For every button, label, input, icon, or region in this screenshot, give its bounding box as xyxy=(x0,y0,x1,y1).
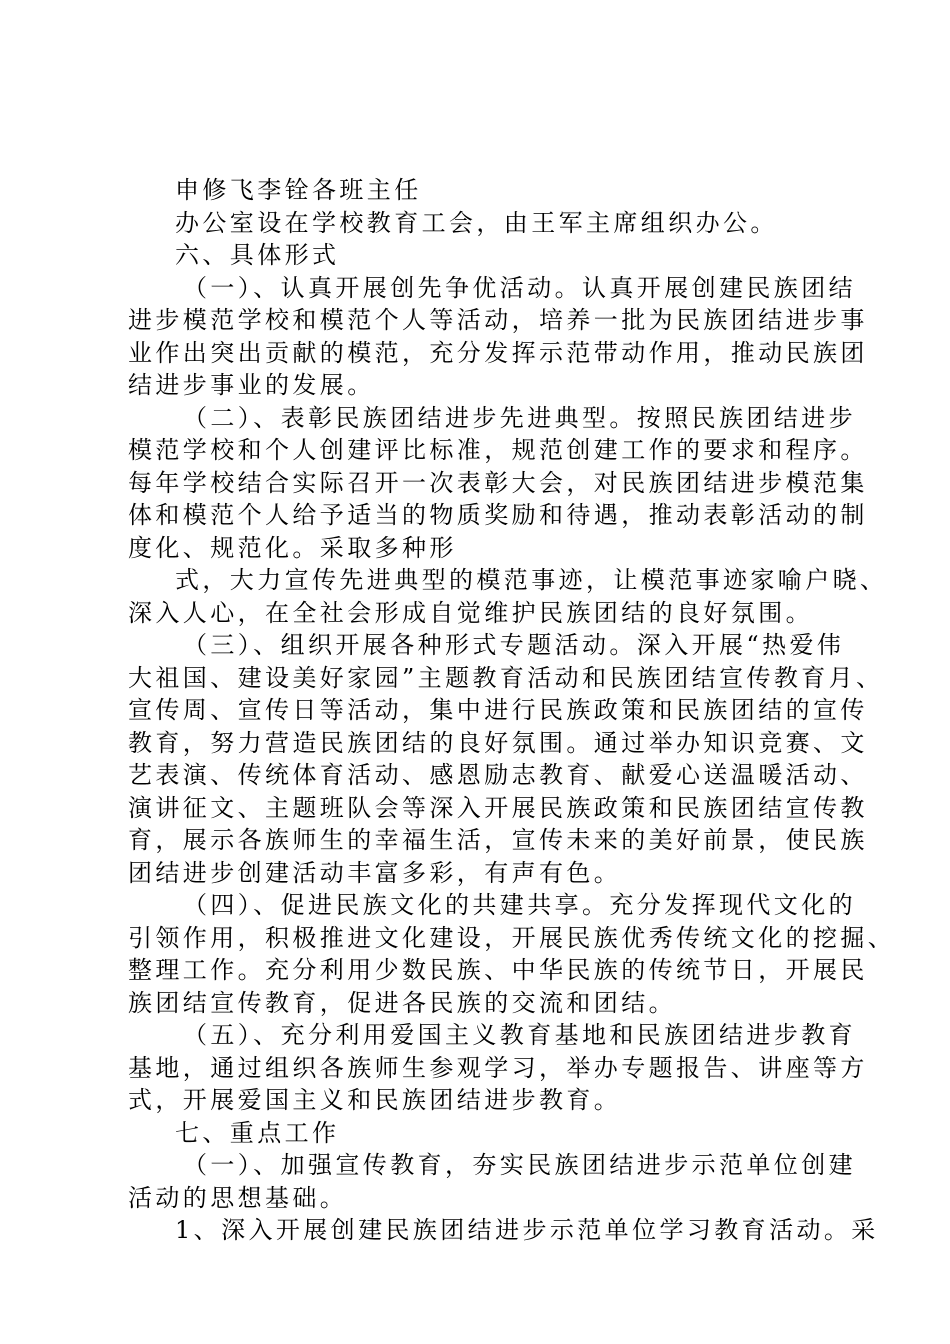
paragraph-5-line-3: 式，开展爱国主义和民族团结进步教育。 xyxy=(128,1086,622,1114)
paragraph-4-line-1: （四）、促进民族文化的共建共享。充分发挥现代文化的 xyxy=(183,891,856,919)
paragraph-2-line-2: 模范学校和个人创建评比标准，规范创建工作的要求和程序。 xyxy=(128,436,868,464)
paragraph-3-line-3: 宣传周、宣传日等活动，集中进行民族政策和民族团结的宣传 xyxy=(128,696,868,724)
paragraph-4-line-2: 引领作用，积极推进文化建设，开展民族优秀传统文化的挖掘、 xyxy=(128,924,896,952)
text-line-member-list: 申修飞李铨各班主任 xyxy=(175,176,422,204)
paragraph-1-line-4: 结进步事业的发展。 xyxy=(128,371,375,399)
section-heading-specific-forms: 六、具体形式 xyxy=(175,241,340,269)
paragraph-4-line-4: 族团结宣传教育，促进各民族的交流和团结。 xyxy=(128,989,676,1017)
paragraph-7-line-1: 1、深入开展创建民族团结进步示范单位学习教育活动。采 xyxy=(175,1216,879,1244)
paragraph-2-line-1: （二）、表彰民族团结进步先进典型。按照民族团结进步 xyxy=(183,404,856,432)
paragraph-3-line-4: 教育，努力营造民族团结的良好氛围。通过举办知识竞赛、文 xyxy=(128,729,868,757)
paragraph-3-line-8: 团结进步创建活动丰富多彩，有声有色。 xyxy=(128,859,622,887)
paragraph-3-line-2: 大祖国、建设美好家园”主题教育活动和民族团结宣传教育月、 xyxy=(128,664,884,692)
paragraph-1-line-2: 进步模范学校和模范个人等活动，培养一批为民族团结进步事 xyxy=(128,306,868,334)
paragraph-2-line-6: 式，大力宣传先进典型的模范事迹，让模范事迹家喻户晓、 xyxy=(175,566,888,594)
text-line-office-location: 办公室设在学校教育工会，由王军主席组织办公。 xyxy=(175,209,778,237)
paragraph-2-line-4: 体和模范个人给予适当的物质奖励和待遇，推动表彰活动的制 xyxy=(128,501,868,529)
paragraph-3-line-1: （三）、组织开展各种形式专题活动。深入开展“热爱伟 xyxy=(183,631,845,659)
paragraph-4-line-3: 整理工作。充分利用少数民族、中华民族的传统节日，开展民 xyxy=(128,956,868,984)
paragraph-5-line-2: 基地，通过组织各族师生参观学习，举办专题报告、讲座等方 xyxy=(128,1054,868,1082)
paragraph-6-line-1: （一）、加强宣传教育，夯实民族团结进步示范单位创建 xyxy=(183,1151,856,1179)
paragraph-2-line-3: 每年学校结合实际召开一次表彰大会，对民族团结进步模范集 xyxy=(128,469,868,497)
paragraph-3-line-5: 艺表演、传统体育活动、感恩励志教育、献爱心送温暖活动、 xyxy=(128,761,868,789)
paragraph-5-line-1: （五）、充分利用爱国主义教育基地和民族团结进步教育 xyxy=(183,1021,856,1049)
paragraph-6-line-2: 活动的思想基础。 xyxy=(128,1184,348,1212)
paragraph-3-line-7: 育，展示各族师生的幸福生活，宣传未来的美好前景，使民族 xyxy=(128,826,868,854)
paragraph-3-line-6: 演讲征文、主题班队会等深入开展民族政策和民族团结宣传教 xyxy=(128,794,868,822)
paragraph-2-line-7: 深入人心，在全社会形成自觉维护民族团结的良好氛围。 xyxy=(128,599,813,627)
paragraph-2-line-5: 度化、规范化。采取多种形 xyxy=(128,534,457,562)
section-heading-key-work: 七、重点工作 xyxy=(175,1119,340,1147)
paragraph-1-line-3: 业作出突出贡献的模范，充分发挥示范带动作用，推动民族团 xyxy=(128,339,868,367)
paragraph-1-line-1: （一）、认真开展创先争优活动。认真开展创建民族团结 xyxy=(183,274,856,302)
